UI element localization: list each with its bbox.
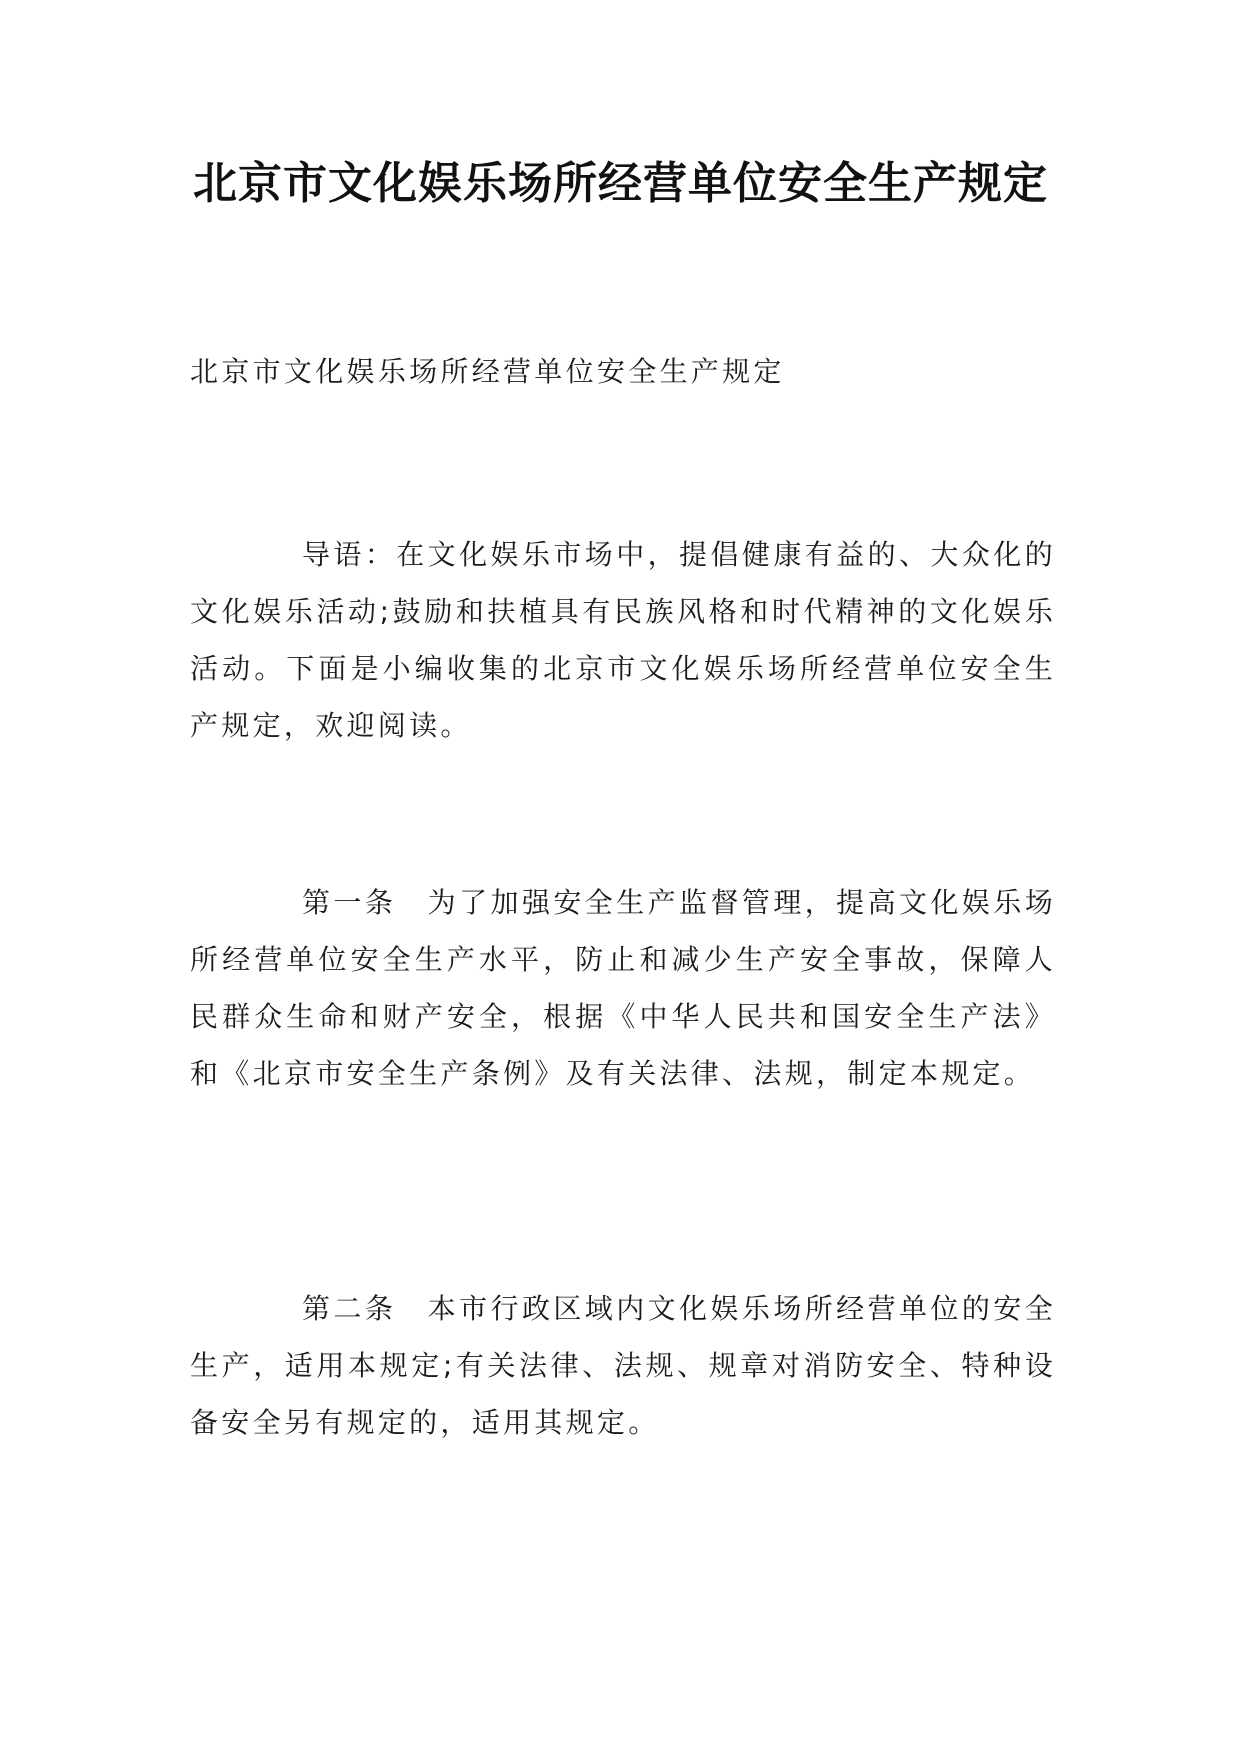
document-subtitle: 北京市文化娱乐场所经营单位安全生产规定 [190,355,785,388]
intro-paragraph: 导语：在文化娱乐市场中，提倡健康有益的、大众化的文化娱乐活动;鼓励和扶植具有民族风格和时代精神的文化娱乐活动。下面是小编收集的北京市文化娱乐场所经营单位安全生产规定，欢迎阅读。 [190,538,1056,742]
document-title: 北京市文化娱乐场所经营单位安全生产规定 [193,158,1048,209]
article-1-paragraph: 第一条 为了加强安全生产监督管理，提高文化娱乐场所经营单位安全生产水平，防止和减少生产安全事故，保障人民群众生命和财产安全，根据《中华人民共和国安全生产法》和《北京市安全生产条例》及有关法律、法规，制定本规定。 [190,886,1056,1090]
article-2-paragraph: 第二条 本市行政区域内文化娱乐场所经营单位的安全生产，适用本规定;有关法律、法规、规章对消防安全、特种设备安全另有规定的，适用其规定。 [190,1292,1056,1439]
